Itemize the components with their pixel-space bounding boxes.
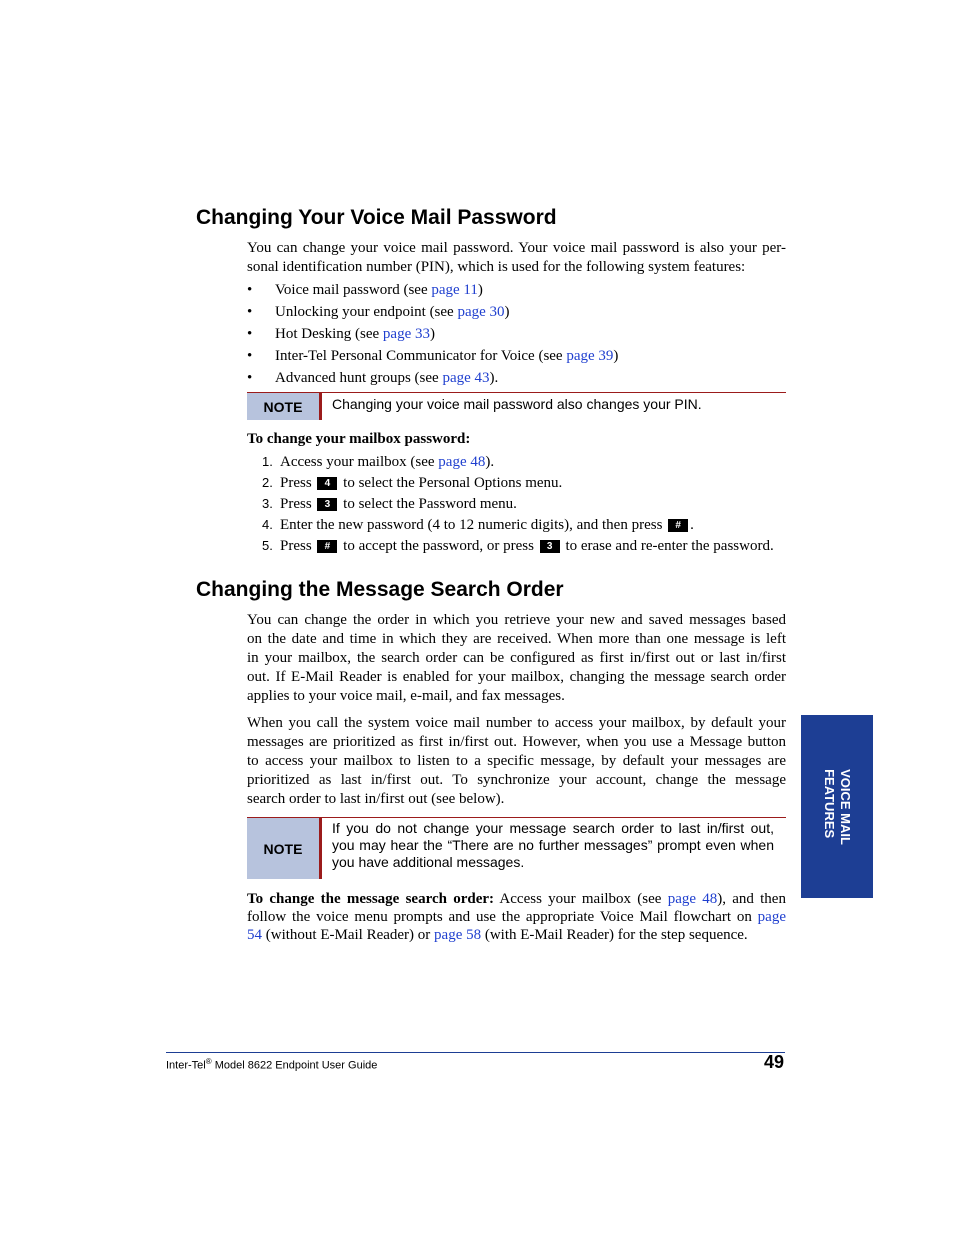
step-item: 4. Enter the new password (4 to 12 numeric digits), and then press # . [262,517,694,533]
page-link[interactable]: page 43 [442,370,490,386]
para-line: When you call the system voice mail number to access your mailbox, by default your [247,715,786,731]
step-item: 2. Press 4 to select the Personal Options menu. [262,475,563,491]
para-line: search order to last in/first out (see below). [247,791,505,807]
page-link[interactable]: page [757,909,786,925]
footer-divider [166,1052,785,1053]
note-box-pin [247,392,786,420]
para-line: applies to your voice mail, e-mail, and fax messages. [247,688,565,704]
step-item: 3. Press 3 to select the Password menu. [262,496,517,512]
chapter-tab [801,715,873,898]
page-link[interactable]: page 58 [434,927,482,943]
para-line: prioritized as last in/first out. To synchronize your account, change the message [247,772,786,788]
list-item: • Voice mail password (see page 11) [247,280,786,302]
key-3-icon: 3 [317,498,337,511]
list-item: • Advanced hunt groups (see page 43). [247,368,786,390]
key-4-icon: 4 [317,477,337,490]
procedure-title: To change your mailbox password: [247,431,471,447]
list-item: • Inter-Tel Personal Communicator for Voice (see page 39) [247,346,786,368]
para-line: You can change the order in which you retrieve your new and saved messages based [247,612,786,628]
search-order-para-2 [247,714,786,809]
page-link[interactable]: page 30 [457,304,505,320]
para-line: out. If E-Mail Reader is enabled for your mailbox, changing the message search order [247,669,786,685]
pin-features-list [247,280,786,390]
key-3-icon: 3 [540,540,560,553]
section-title-password: Changing Your Voice Mail Password [196,206,557,229]
page-link[interactable]: page 11 [431,282,478,298]
note-text: If you do not change your message search order to last in/first out, you may hear the “There are no further messages” prompt even when you have additional messages. [332,820,774,870]
intro-line: You can change your voice mail password. Your voice mail password is also your per- [247,240,786,256]
note-text: Changing your voice mail password also changes your PIN. [332,396,702,412]
footer-guide-title: Inter-Tel® Model 8622 Endpoint User Guide [166,1057,378,1072]
intro-line: sonal identification number (PIN), which is used for the following system features: [247,259,746,275]
list-item: • Hot Desking (see page 33) [247,324,786,346]
list-item: • Unlocking your endpoint (see page 30) [247,302,786,324]
password-steps [247,452,774,557]
para-line: in your mailbox, the search order can be configured as first in/first out or last in/first [247,650,786,666]
page-number: 49 [763,1052,784,1072]
key-pound-icon: # [668,519,688,532]
page-link[interactable]: page 33 [382,326,430,342]
password-intro [247,239,786,277]
search-order-procedure: To change the message search order: Access your mailbox (see page 48), and then follow the voice menu prompts and use the appropriate Voice Mail flowchart on page 54 (without E-Mail Reader) or page 58 (with E-Mail Reader) for the step sequence. [247,891,786,943]
page-link[interactable]: page 48 [438,454,486,470]
para-line: to access your mailbox to listen to a specific message, by default your messages are [247,753,786,769]
note-label: NOTE [247,393,322,420]
key-pound-icon: # [317,540,337,553]
para-line: on the date and time in which they are received. When more than one message is left [247,631,786,647]
section-title-search-order: Changing the Message Search Order [196,578,564,601]
page-link[interactable]: page 48 [667,891,718,907]
note-box-search-order [247,817,786,879]
note-label: NOTE [247,818,322,879]
search-order-para-1 [247,611,786,706]
page-link[interactable]: 54 [247,927,262,943]
page-link[interactable]: page 39 [566,348,614,364]
para-line: messages are prioritized as first in/first out. However, when you use a Message button [247,734,786,750]
step-item: 5. Press # to accept the password, or press 3 to erase and re-enter the password. [262,538,774,554]
chapter-tab-label: VOICE MAIL FEATURES [822,768,853,845]
step-item: 1. Access your mailbox (see page 48). [262,454,495,470]
